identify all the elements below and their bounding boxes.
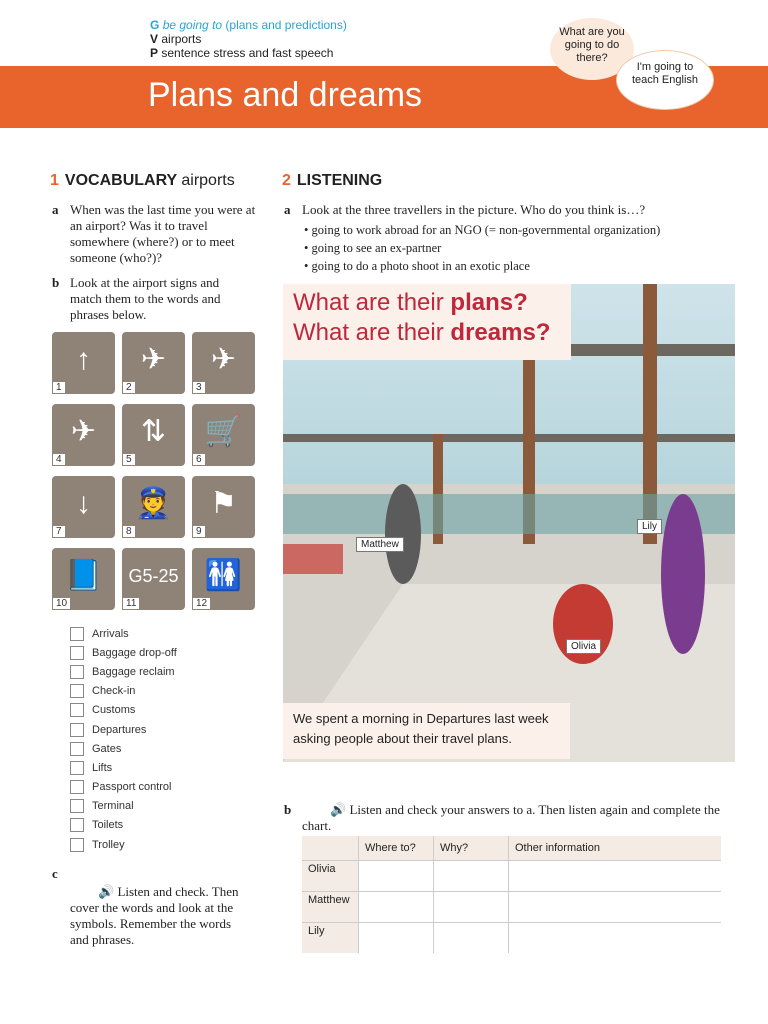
word-label: Toilets <box>92 819 124 832</box>
word-label: Terminal <box>92 800 134 813</box>
checkbox[interactable] <box>70 684 84 698</box>
sign-1 <box>52 332 115 394</box>
table-row <box>302 892 721 923</box>
exercise-1a-text: When was the last time you were at an airport? Was it to travel somewhere (where?) or to meet someone (who?)? <box>70 202 256 265</box>
exercise-2a-bullets <box>304 221 724 275</box>
sign-9 <box>192 476 255 538</box>
pron-key: P <box>150 46 159 60</box>
grammar-text: (plans and predictions) <box>225 18 347 32</box>
section-2-heading <box>282 172 382 190</box>
audio-icon[interactable]: 🔊 <box>98 884 115 899</box>
sign-11 <box>122 548 185 610</box>
sign-5 <box>122 404 185 466</box>
checkbox[interactable] <box>70 646 84 660</box>
list-item[interactable] <box>70 797 177 816</box>
exercise-1c-letter: c <box>52 866 58 881</box>
checkbox[interactable] <box>70 627 84 641</box>
plane-icon: ✈ <box>70 415 97 448</box>
check-in-desk-icon: ⚑ <box>210 487 237 520</box>
sign-2 <box>122 332 185 394</box>
word-label: Baggage drop-off <box>92 646 177 659</box>
speech-bubble-answer <box>616 50 714 110</box>
word-checklist <box>70 624 177 854</box>
table-header-row <box>302 836 721 861</box>
word-label: Lifts <box>92 761 113 774</box>
customs-officer-icon: 👮 <box>134 487 173 520</box>
exercise-1c-body: Listen and check. Then cover the words and look at the symbols. Remember the words and phrases. <box>70 884 239 947</box>
answer-cell[interactable] <box>359 892 434 923</box>
list-item[interactable] <box>70 778 177 797</box>
exercise-2b-text <box>302 802 722 834</box>
answer-table <box>302 836 721 953</box>
checkbox[interactable] <box>70 742 84 756</box>
sign-number: 4 <box>52 453 66 466</box>
sign-number: 12 <box>192 597 211 610</box>
section-1-subtitle: airports <box>181 172 235 189</box>
answer-cell[interactable] <box>509 861 722 892</box>
list-item[interactable] <box>70 758 177 777</box>
sign-number: 1 <box>52 381 66 394</box>
word-label: Check-in <box>92 685 136 698</box>
checkbox[interactable] <box>70 761 84 775</box>
photo-heading-plans: plans? <box>450 289 528 316</box>
pron-text: sentence stress and fast speech <box>161 46 334 60</box>
lift-icon: ⇅ <box>140 415 167 448</box>
checkbox[interactable] <box>70 838 84 852</box>
section-1-heading <box>50 172 235 190</box>
sign-number: 10 <box>52 597 71 610</box>
word-label: Arrivals <box>92 627 129 640</box>
passport-control-icon: 📘 <box>64 559 103 592</box>
bubble-question-text: What are you going to do there? <box>559 26 625 64</box>
exercise-2b-body: Listen and check your answers to a. Then listen again and complete the chart. <box>302 802 720 833</box>
answer-cell[interactable] <box>359 923 434 954</box>
answer-cell[interactable] <box>359 861 434 892</box>
bullet-text: going to see an ex-partner <box>311 241 442 255</box>
grammar-key: G <box>150 18 160 32</box>
list-item: • going to see an ex-partner <box>304 241 442 255</box>
checkbox[interactable] <box>70 799 84 813</box>
toilets-icon: 🚻 <box>204 559 243 592</box>
photo-heading-line-1: What are their <box>293 289 451 316</box>
checkbox[interactable] <box>70 780 84 794</box>
label-olivia: Olivia <box>566 639 601 654</box>
word-label: Trolley <box>92 838 125 851</box>
word-label: Gates <box>92 742 122 755</box>
section-1-number: 1 <box>50 172 59 189</box>
trolley-icon: 🛒 <box>204 415 243 448</box>
word-label: Departures <box>92 723 147 736</box>
answer-cell[interactable] <box>434 892 509 923</box>
table-row <box>302 861 721 892</box>
exercise-1c-text <box>70 884 250 948</box>
plane-landing-icon: ✈ <box>210 343 237 376</box>
answer-cell[interactable] <box>434 923 509 954</box>
answer-cell[interactable] <box>509 892 722 923</box>
list-item[interactable] <box>70 816 177 835</box>
sign-number: 11 <box>122 597 140 610</box>
vocab-key: V <box>150 32 159 46</box>
page-title: Plans and dreams <box>148 76 423 114</box>
list-item[interactable] <box>70 624 177 643</box>
photo-heading-line-2: What are their <box>293 319 451 346</box>
exercise-1b-letter: b <box>52 275 60 290</box>
list-item[interactable] <box>70 701 177 720</box>
sign-8 <box>122 476 185 538</box>
photo-heading <box>283 284 571 360</box>
word-label: Customs <box>92 704 136 717</box>
exercise-2a-text: Look at the three travellers in the picture. Who do you think is…? <box>302 202 646 217</box>
column-header-other: Other information <box>509 836 722 861</box>
grammar-italic: be going to <box>162 18 223 32</box>
language-focus-box <box>150 18 347 60</box>
list-item[interactable] <box>70 643 177 662</box>
answer-chart <box>302 836 721 953</box>
sign-4 <box>52 404 115 466</box>
sign-12 <box>192 548 255 610</box>
column-header-why: Why? <box>434 836 509 861</box>
answer-cell[interactable] <box>509 923 722 954</box>
section-2-title: LISTENING <box>296 172 383 189</box>
checkbox[interactable] <box>70 665 84 679</box>
answer-cell[interactable] <box>434 861 509 892</box>
column-header-where: Where to? <box>359 836 434 861</box>
list-item[interactable] <box>70 835 177 854</box>
list-item: • going to work abroad for an NGO (= non-governmental organization) <box>304 223 661 237</box>
row-header-lily: Lily <box>302 923 359 954</box>
word-label: Passport control <box>92 781 172 794</box>
label-matthew: Matthew <box>356 537 404 552</box>
exercise-2b-letter: b <box>284 802 292 817</box>
sign-7 <box>52 476 115 538</box>
photo-caption: We spent a morning in Departures last week asking people about their travel plans. <box>283 703 570 759</box>
column-header <box>302 836 359 861</box>
sign-3 <box>192 332 255 394</box>
sign-number: 3 <box>192 381 206 394</box>
list-item[interactable] <box>70 720 177 739</box>
checkbox[interactable] <box>70 818 84 832</box>
sign-number: 6 <box>192 453 206 466</box>
section-1-title: VOCABULARY <box>64 172 177 189</box>
sign-number: 9 <box>192 525 206 538</box>
list-item[interactable] <box>70 662 177 681</box>
photo-heading-dreams: dreams? <box>450 319 551 346</box>
list-item[interactable] <box>70 682 177 701</box>
exercise-1a-letter: a <box>52 202 59 217</box>
bullet-text: going to work abroad for an NGO (= non-governmental organization) <box>311 223 661 237</box>
bullet-text: going to do a photo shoot in an exotic place <box>311 259 530 273</box>
table-row <box>302 923 721 954</box>
word-label: Baggage reclaim <box>92 665 175 678</box>
sign-6 <box>192 404 255 466</box>
checkbox[interactable] <box>70 723 84 737</box>
sign-number: 7 <box>52 525 66 538</box>
sign-number: 5 <box>122 453 136 466</box>
row-header-matthew: Matthew <box>302 892 359 923</box>
checkbox[interactable] <box>70 703 84 717</box>
exercise-2a-letter: a <box>284 202 291 217</box>
exercise-1b-text: Look at the airport signs and match them to the words and phrases below. <box>70 275 221 322</box>
sign-number: 2 <box>122 381 136 394</box>
bubble-answer-text: I'm going to teach English <box>631 61 699 86</box>
baggage-reclaim-icon: ↓ <box>76 487 91 520</box>
label-lily: Lily <box>637 519 662 534</box>
row-header-olivia: Olivia <box>302 861 359 892</box>
sign-number: 8 <box>122 525 136 538</box>
gate-number-label: G5-25 <box>128 566 179 586</box>
plane-takeoff-icon: ✈ <box>140 343 167 376</box>
section-2-number: 2 <box>282 172 291 189</box>
list-item: • going to do a photo shoot in an exotic place <box>304 259 530 273</box>
sign-10 <box>52 548 115 610</box>
audio-icon[interactable]: 🔊 <box>330 802 347 817</box>
list-item[interactable] <box>70 739 177 758</box>
vocab-text: airports <box>161 32 202 46</box>
baggage-drop-icon: ↑ <box>76 343 91 376</box>
